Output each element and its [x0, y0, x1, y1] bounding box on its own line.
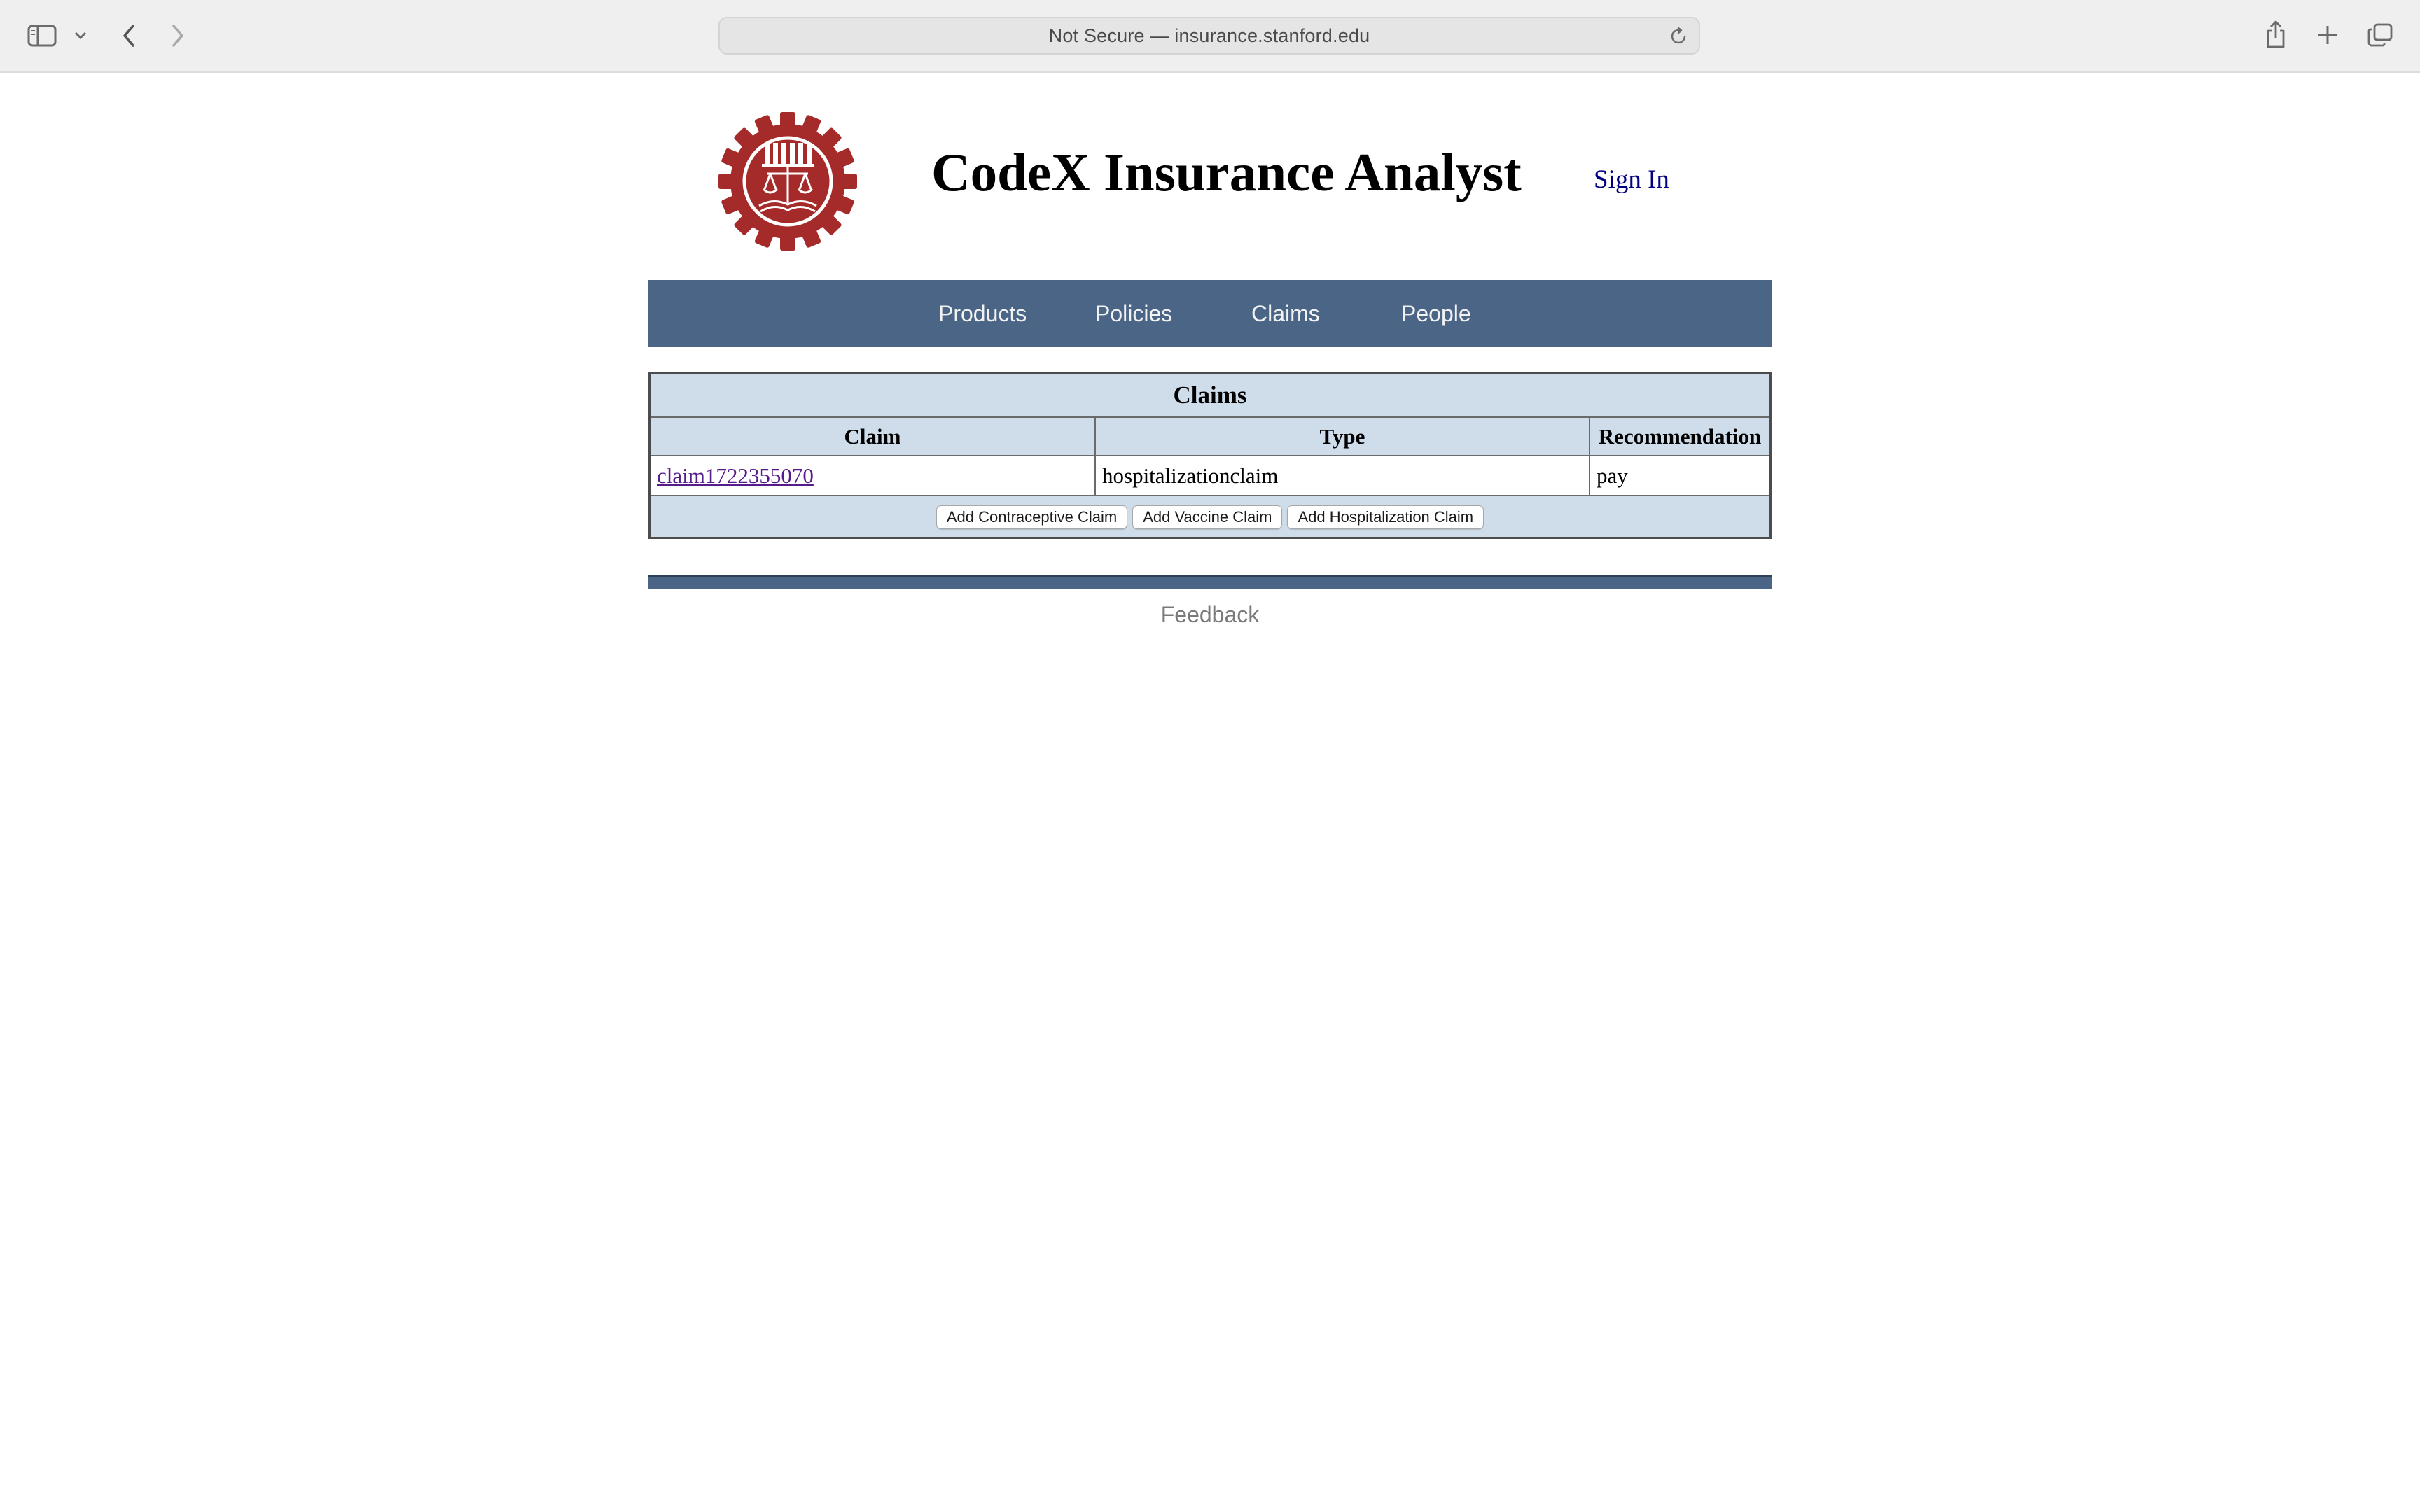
forward-arrow-icon[interactable] [165, 21, 190, 50]
nav-item-policies[interactable]: Policies [1095, 301, 1173, 326]
address-text: Not Secure — insurance.stanford.edu [1048, 24, 1370, 46]
claim-link[interactable]: claim1722355070 [657, 463, 814, 488]
table-cell-recommendation: pay [1590, 456, 1769, 496]
chevron-down-icon[interactable] [70, 27, 91, 45]
codex-logo-icon [717, 111, 858, 252]
main-nav [648, 280, 1772, 347]
column-header-claim: Claim [651, 418, 1094, 456]
back-arrow-icon[interactable] [116, 21, 141, 50]
feedback-link[interactable]: Feedback [1160, 602, 1260, 627]
add-hospitalization-claim-button[interactable]: Add Hospitalization Claim [1287, 505, 1484, 529]
nav-item-products[interactable]: Products [938, 301, 1027, 326]
table-cell-claim [651, 456, 1094, 496]
column-divider [1589, 418, 1590, 496]
footer-bar [648, 575, 1772, 589]
address-bar[interactable] [718, 17, 1700, 55]
claims-table [648, 372, 1772, 539]
reload-icon[interactable] [1668, 26, 1689, 47]
table-title: Claims [651, 374, 1769, 418]
page-title: CodeX Insurance Analyst [931, 142, 1522, 202]
nav-item-claims[interactable]: Claims [1251, 301, 1320, 326]
nav-item-people[interactable]: People [1401, 301, 1471, 326]
share-icon[interactable] [2262, 17, 2290, 52]
add-contraceptive-claim-button[interactable]: Add Contraceptive Claim [936, 505, 1127, 529]
sign-in-link[interactable]: Sign In [1594, 165, 1669, 194]
table-actions [651, 498, 1769, 537]
table-cell-type: hospitalizationclaim [1096, 456, 1589, 496]
column-header-recommendation: Recommendation [1590, 418, 1769, 456]
new-tab-icon[interactable] [2314, 21, 2342, 49]
browser-toolbar [0, 0, 2420, 73]
column-header-type: Type [1096, 418, 1589, 456]
sidebar-icon[interactable] [25, 21, 59, 50]
tabs-overview-icon[interactable] [2365, 21, 2395, 49]
column-divider [1094, 418, 1096, 496]
add-vaccine-claim-button[interactable]: Add Vaccine Claim [1132, 505, 1282, 529]
